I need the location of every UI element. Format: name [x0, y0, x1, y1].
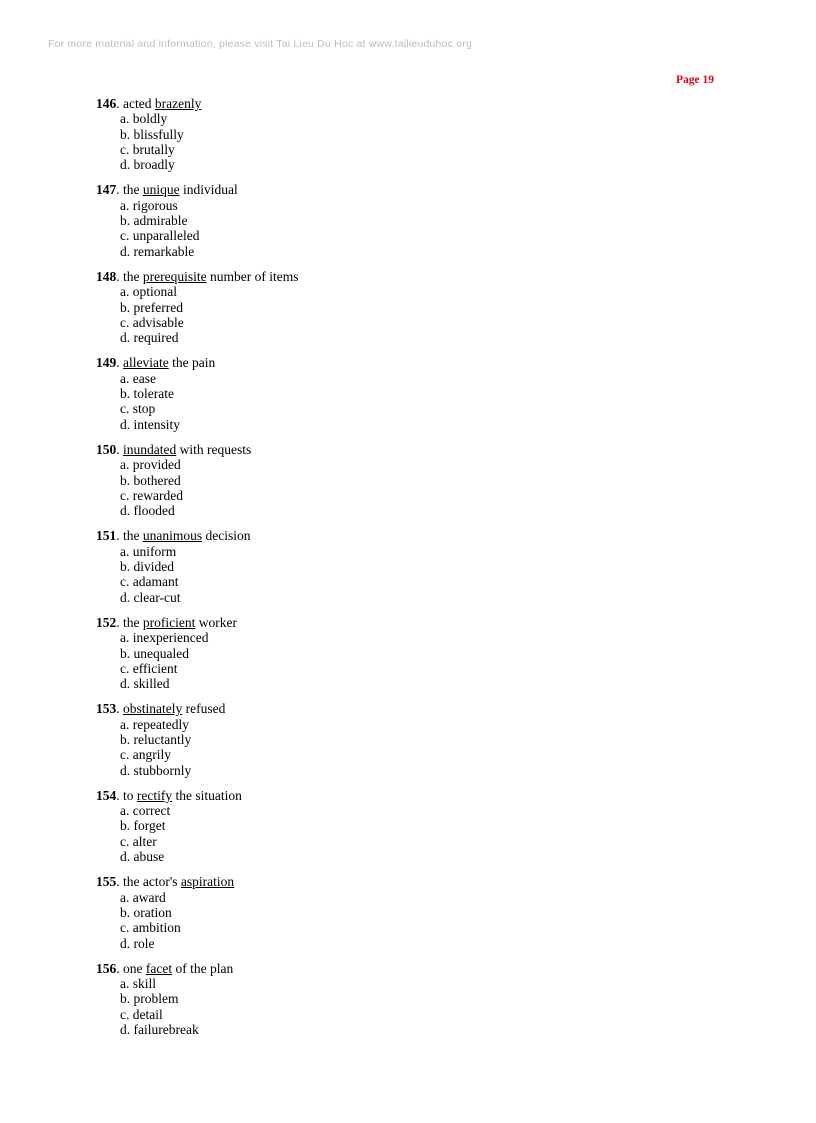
option-a: a. skill — [120, 976, 156, 992]
option-c: c. efficient — [120, 660, 178, 676]
answer-options — [96, 457, 736, 518]
target-word: facet — [145, 960, 173, 976]
question-stem — [96, 269, 736, 284]
question-number: 148 — [96, 268, 117, 284]
answer-options — [96, 976, 736, 1037]
stem-before: . the — [116, 528, 143, 544]
question-148 — [96, 269, 736, 345]
question-stem — [96, 961, 736, 976]
stem-after: with requests — [176, 441, 252, 457]
option-b: b. unequaled — [120, 645, 189, 661]
stem-after: of the plan — [172, 960, 234, 976]
question-number: 149 — [96, 355, 117, 371]
question-147 — [96, 182, 736, 258]
question-stem — [96, 788, 736, 803]
option-b: b. tolerate — [120, 386, 174, 402]
stem-before: . — [116, 441, 123, 457]
target-word: inundated — [123, 441, 177, 457]
option-c: c. unparalleled — [120, 228, 200, 244]
stem-before: . the — [116, 614, 143, 630]
stem-after: worker — [195, 614, 237, 630]
question-number: 151 — [96, 528, 117, 544]
answer-options — [96, 198, 736, 259]
question-stem — [96, 96, 736, 111]
answer-options — [96, 717, 736, 778]
option-c: c. alter — [120, 833, 157, 849]
target-word: brazenly — [154, 96, 202, 111]
option-d: d. broadly — [120, 157, 175, 173]
target-word: proficient — [142, 614, 196, 630]
stem-after: the pain — [168, 355, 216, 371]
option-c: c. stop — [120, 401, 156, 417]
option-d: d. stubbornly — [120, 762, 192, 778]
answer-options — [96, 890, 736, 951]
question-stem — [96, 874, 736, 889]
option-c: c. brutally — [120, 141, 175, 157]
question-stem — [96, 355, 736, 370]
question-156 — [96, 961, 736, 1037]
question-stem — [96, 442, 736, 457]
option-c: c. ambition — [120, 920, 181, 936]
option-b: b. bothered — [120, 472, 181, 488]
stem-before: . one — [116, 960, 146, 976]
stem-before: . the — [116, 182, 143, 198]
option-d: d. role — [120, 935, 155, 951]
question-number: 156 — [96, 960, 117, 976]
answer-options — [96, 803, 736, 864]
question-154 — [96, 788, 736, 864]
option-d: d. failurebreak — [120, 1022, 199, 1038]
option-d: d. required — [120, 330, 179, 346]
option-a: a. rigorous — [120, 197, 178, 213]
question-149 — [96, 355, 736, 431]
option-d: d. skilled — [120, 676, 170, 692]
question-number: 152 — [96, 614, 117, 630]
option-c: c. angrily — [120, 747, 171, 763]
question-number: 154 — [96, 787, 117, 803]
stem-before: . the actor's — [116, 874, 181, 890]
option-a: a. repeatedly — [120, 716, 189, 732]
option-d: d. abuse — [120, 849, 165, 865]
question-stem — [96, 528, 736, 543]
option-d: d. flooded — [120, 503, 175, 519]
watermark-text: For more material and information, please visit Tai Lieu Du Hoc at www.tailieuduhoc.org — [48, 38, 472, 50]
question-number: 147 — [96, 182, 117, 198]
option-c: c. rewarded — [120, 487, 183, 503]
answer-options — [96, 630, 736, 691]
option-d: d. intensity — [120, 416, 180, 432]
question-151 — [96, 528, 736, 604]
answer-options — [96, 544, 736, 605]
option-c: c. detail — [120, 1006, 163, 1022]
option-d: d. remarkable — [120, 243, 195, 259]
stem-after: refused — [182, 701, 226, 717]
target-word: unanimous — [142, 528, 203, 544]
stem-before: . — [116, 355, 123, 371]
stem-after: number of items — [206, 268, 299, 284]
page-number: Page 19 — [676, 74, 715, 86]
question-number: 153 — [96, 701, 117, 717]
question-number: 146 — [96, 96, 117, 111]
question-153 — [96, 701, 736, 777]
option-b: b. blissfully — [120, 126, 184, 142]
question-stem — [96, 615, 736, 630]
stem-after: the situation — [172, 787, 242, 803]
question-number: 150 — [96, 441, 117, 457]
option-b: b. forget — [120, 818, 166, 834]
option-a: a. provided — [120, 457, 181, 473]
target-word: aspiration — [180, 874, 235, 890]
option-b: b. reluctantly — [120, 731, 192, 747]
answer-options — [96, 284, 736, 345]
option-a: a. inexperienced — [120, 630, 209, 646]
stem-before: . the — [116, 268, 143, 284]
stem-before: . — [116, 701, 123, 717]
target-word: prerequisite — [142, 268, 207, 284]
target-word: alleviate — [123, 355, 169, 371]
option-b: b. problem — [120, 991, 179, 1007]
question-155 — [96, 874, 736, 950]
stem-before: . to — [116, 787, 137, 803]
option-c: c. advisable — [120, 314, 184, 330]
question-list — [96, 96, 736, 1047]
target-word: obstinately — [123, 701, 183, 717]
option-a: a. boldly — [120, 111, 168, 127]
option-a: a. correct — [120, 803, 171, 819]
option-a: a. uniform — [120, 543, 177, 559]
option-a: a. optional — [120, 284, 177, 300]
option-c: c. adamant — [120, 574, 179, 590]
target-word: rectify — [136, 787, 173, 803]
option-a: a. award — [120, 889, 166, 905]
option-d: d. clear-cut — [120, 589, 181, 605]
stem-before: . acted — [116, 96, 155, 111]
question-150 — [96, 442, 736, 518]
target-word: unique — [142, 182, 180, 198]
question-146 — [96, 96, 736, 172]
question-152 — [96, 615, 736, 691]
option-b: b. divided — [120, 559, 174, 575]
option-b: b. preferred — [120, 299, 183, 315]
question-stem — [96, 182, 736, 197]
option-b: b. admirable — [120, 213, 188, 229]
answer-options — [96, 111, 736, 172]
answer-options — [96, 371, 736, 432]
question-stem — [96, 701, 736, 716]
question-number: 155 — [96, 874, 117, 890]
option-a: a. ease — [120, 370, 156, 386]
stem-after: individual — [179, 182, 238, 198]
stem-after: decision — [202, 528, 251, 544]
option-b: b. oration — [120, 904, 172, 920]
